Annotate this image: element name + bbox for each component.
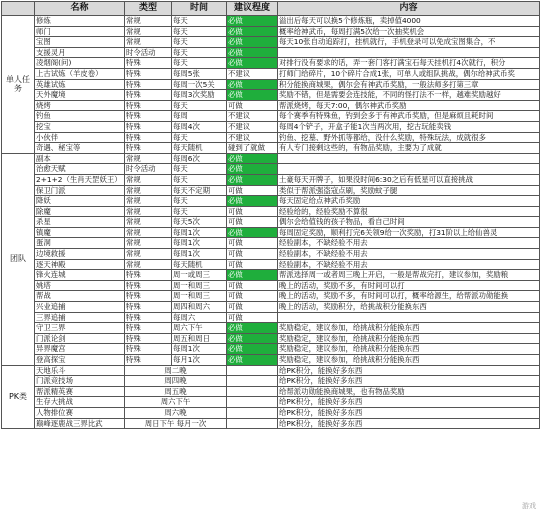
task-content xyxy=(278,47,540,58)
task-name: 凌烟阁(问) xyxy=(35,58,125,69)
task-time: 周六晚 xyxy=(125,407,227,418)
header-time: 时间 xyxy=(172,2,227,16)
task-content: 每周固定奖励，顺利打完6关领9给一次奖励，打31阶以上给仙兽灵 xyxy=(278,227,540,238)
task-level: 必做 xyxy=(227,174,278,185)
task-type: 特殊 xyxy=(125,111,172,122)
task-content: 概率给神武币，每周打满5次给一次抽奖机会 xyxy=(278,26,540,37)
table-row xyxy=(2,90,540,101)
task-content: 奖励稳定，建议参加，给挑战积分能换东西 xyxy=(278,323,540,334)
task-time: 每天 xyxy=(172,164,227,175)
task-content: 帮派选择周一或者周三晚上开启，一般是帮战完打，建议参加，奖励粮 xyxy=(278,270,540,281)
task-time: 周六下午 xyxy=(125,397,227,408)
task-content xyxy=(278,164,540,175)
task-name: 帮派精英赛 xyxy=(35,386,125,397)
task-type: 特殊 xyxy=(125,68,172,79)
task-content: 帮派烧烤，每天7:00，偶尔神武币奖励 xyxy=(278,100,540,111)
task-level: 必做 xyxy=(227,270,278,281)
task-type: 时令活动 xyxy=(125,164,172,175)
task-level: 必做 xyxy=(227,196,278,207)
task-level: 必做 xyxy=(227,344,278,355)
header-name: 名称 xyxy=(35,2,125,16)
table-row xyxy=(2,270,540,281)
task-name: 锋火连城 xyxy=(35,270,125,281)
table-row xyxy=(2,238,540,249)
group-label: 单人任务 xyxy=(2,16,35,154)
task-content: 经验副本，不缺经验不用去 xyxy=(278,259,540,270)
task-level: 可做 xyxy=(227,259,278,270)
task-type: 特殊 xyxy=(125,333,172,344)
task-level: 可做 xyxy=(227,312,278,323)
task-level xyxy=(227,397,278,408)
task-time: 每周4次 xyxy=(172,121,227,132)
task-level: 必做 xyxy=(227,90,278,101)
task-name: 守卫三界 xyxy=(35,323,125,334)
task-level xyxy=(227,386,278,397)
task-name: 兴业追捕 xyxy=(35,302,125,313)
task-type: 常规 xyxy=(125,174,172,185)
task-type: 特殊 xyxy=(125,121,172,132)
task-level: 可做 xyxy=(227,302,278,313)
task-time: 每周六 xyxy=(172,312,227,323)
table-row xyxy=(2,111,540,122)
table-row xyxy=(2,291,540,302)
task-name: 钓鱼 xyxy=(35,111,125,122)
task-name: 杀星 xyxy=(35,217,125,228)
task-name: 2+1+2（生肖天罡妖王） xyxy=(35,174,125,185)
table-row xyxy=(2,206,540,217)
task-name: 保卫门派 xyxy=(35,185,125,196)
table-row xyxy=(2,249,540,260)
task-type: 常规 xyxy=(125,259,172,270)
task-time: 周一和周三 xyxy=(172,291,227,302)
table-row xyxy=(2,132,540,143)
table-row xyxy=(2,100,540,111)
task-content: 每个赛季有特殊鱼，钓到会多于有神武币奖励，但是麻烦且耗时间 xyxy=(278,111,540,122)
task-name: 降妖 xyxy=(35,196,125,207)
task-level: 必做 xyxy=(227,58,278,69)
task-name: 边境救援 xyxy=(35,249,125,260)
task-type: 时令活动 xyxy=(125,47,172,58)
table-row xyxy=(2,196,540,207)
task-time: 每天 xyxy=(172,196,227,207)
table-row xyxy=(2,143,540,154)
task-type: 特殊 xyxy=(125,344,172,355)
task-level: 不建议 xyxy=(227,132,278,143)
task-level: 可做 xyxy=(227,291,278,302)
task-time: 每天5次 xyxy=(172,217,227,228)
task-type: 特殊 xyxy=(125,323,172,334)
task-name: 宝图 xyxy=(35,37,125,48)
task-type: 特殊 xyxy=(125,79,172,90)
task-name: 除魔 xyxy=(35,206,125,217)
task-type: 特殊 xyxy=(125,132,172,143)
task-content: 奖励稳定，建议参加，给挑战积分能换东西 xyxy=(278,333,540,344)
task-level: 可做 xyxy=(227,249,278,260)
task-time: 周二晚 xyxy=(125,365,227,376)
task-name: 天外魔境 xyxy=(35,90,125,101)
task-time: 每周5张 xyxy=(172,68,227,79)
task-name: 帮战 xyxy=(35,291,125,302)
task-table xyxy=(1,1,540,429)
table-row xyxy=(2,47,540,58)
header-row xyxy=(2,2,540,16)
task-name: 英雄试炼 xyxy=(35,79,125,90)
task-content xyxy=(278,153,540,164)
header-type: 类型 xyxy=(125,2,172,16)
table-row xyxy=(2,174,540,185)
task-content: 每天10张自动追踪打，挂机就行，手机登录可以免成宝图集合，不 xyxy=(278,37,540,48)
task-level xyxy=(227,376,278,387)
task-time: 每周1次 xyxy=(172,249,227,260)
table-row xyxy=(2,26,540,37)
task-time: 每天 xyxy=(172,16,227,27)
task-type: 特殊 xyxy=(125,291,172,302)
task-name: 奇遇、秘宝等 xyxy=(35,143,125,154)
watermark: 游戏 xyxy=(522,502,536,510)
task-name: 门派竞技场 xyxy=(35,376,125,387)
task-type: 特殊 xyxy=(125,143,172,154)
group-label: PK类 xyxy=(2,365,35,429)
task-level: 碰到了就做 xyxy=(227,143,278,154)
task-name: 挖宝 xyxy=(35,121,125,132)
table-row xyxy=(2,58,540,69)
task-time: 每周1次 xyxy=(172,227,227,238)
task-type: 特殊 xyxy=(125,280,172,291)
task-time: 周一或周三 xyxy=(172,270,227,281)
task-level xyxy=(227,365,278,376)
task-time: 每天 xyxy=(172,132,227,143)
task-time: 每月1次 xyxy=(172,355,227,366)
task-content: 晚上的活动，奖励不多，有时间可以打 xyxy=(278,280,540,291)
table-row xyxy=(2,355,540,366)
table-row xyxy=(2,164,540,175)
table-row xyxy=(2,333,540,344)
task-level: 可做 xyxy=(227,280,278,291)
task-type: 常规 xyxy=(125,16,172,27)
task-name: 人物排位赛 xyxy=(35,407,125,418)
task-type: 常规 xyxy=(125,196,172,207)
task-time: 每天 xyxy=(172,58,227,69)
task-time: 每天 xyxy=(172,174,227,185)
task-level: 必做 xyxy=(227,323,278,334)
task-time: 周日下午 每月一次 xyxy=(125,418,227,429)
task-level: 必做 xyxy=(227,153,278,164)
task-time: 每天 xyxy=(172,206,227,217)
task-type: 特殊 xyxy=(125,58,172,69)
task-level: 必做 xyxy=(227,355,278,366)
task-name: 三界追捕 xyxy=(35,312,125,323)
header-level: 建议程度 xyxy=(227,2,278,16)
table-row xyxy=(2,217,540,228)
task-type: 特殊 xyxy=(125,302,172,313)
task-content: 钓鱼、挖墓、野外抓等都给，没什么奖励，特殊玩法，成就很多 xyxy=(278,132,540,143)
task-content: 给PK积分，能换好多东西 xyxy=(278,407,540,418)
task-level: 不建议 xyxy=(227,111,278,122)
task-name: 登高探宝 xyxy=(35,355,125,366)
task-content: 给帮派功勋能换商城果，也有物品奖励 xyxy=(278,386,540,397)
task-content: 经验副本，不缺经验不用去 xyxy=(278,238,540,249)
task-level: 必做 xyxy=(227,47,278,58)
task-time: 周六下午 xyxy=(172,323,227,334)
task-level: 不建议 xyxy=(227,121,278,132)
table-row xyxy=(2,121,540,132)
table-row xyxy=(2,397,540,408)
task-content: 晚上的活动，奖励积分，给挑战积分能换东西 xyxy=(278,302,540,313)
task-type: 特殊 xyxy=(125,270,172,281)
task-type: 常规 xyxy=(125,217,172,228)
task-name: 上古试炼（羊皮卷） xyxy=(35,68,125,79)
task-time: 每天 xyxy=(172,47,227,58)
task-type: 常规 xyxy=(125,26,172,37)
task-time: 每天 xyxy=(172,100,227,111)
group-label: 团队 xyxy=(2,153,35,365)
task-name: 治愈天赋 xyxy=(35,164,125,175)
task-name: 烧烤 xyxy=(35,100,125,111)
table-row xyxy=(2,323,540,334)
task-content: 奖励稳定，建议参加，给挑战积分能换东西 xyxy=(278,344,540,355)
task-level: 必做 xyxy=(227,37,278,48)
task-name: 镇魔 xyxy=(35,227,125,238)
task-name: 支援灵月 xyxy=(35,47,125,58)
task-content: 晚上的活动，奖励不多，有时间可以打，概率给源生，给帮派功勋能换 xyxy=(278,291,540,302)
table-row xyxy=(2,344,540,355)
task-type: 特殊 xyxy=(125,100,172,111)
table-row xyxy=(2,79,540,90)
task-level: 可做 xyxy=(227,185,278,196)
table-row xyxy=(2,386,540,397)
task-time: 周五和周日 xyxy=(172,333,227,344)
table-row xyxy=(2,153,540,164)
task-name: 生存大挑战 xyxy=(35,397,125,408)
task-content: 给PK积分，能换好多东西 xyxy=(278,418,540,429)
task-time: 周四晚 xyxy=(125,376,227,387)
task-time: 每周1次 xyxy=(172,344,227,355)
task-time: 每周1次 xyxy=(172,238,227,249)
task-time: 周一和周三 xyxy=(172,280,227,291)
task-level: 必做 xyxy=(227,227,278,238)
task-level xyxy=(227,418,278,429)
table-row xyxy=(2,227,540,238)
task-content: 溢出后每天可以换5个修炼瓶，卖掉值4000 xyxy=(278,16,540,27)
header-content: 内容 xyxy=(278,2,540,16)
task-time: 周四和周六 xyxy=(172,302,227,313)
task-time: 每天 xyxy=(172,37,227,48)
task-type: 常规 xyxy=(125,249,172,260)
task-content: 给PK积分，能换好多东西 xyxy=(278,365,540,376)
task-name: 师门 xyxy=(35,26,125,37)
task-type: 特殊 xyxy=(125,90,172,101)
task-time: 每周6次 xyxy=(172,153,227,164)
task-name: 修炼 xyxy=(35,16,125,27)
task-type: 特殊 xyxy=(125,355,172,366)
task-type: 常规 xyxy=(125,153,172,164)
task-time: 每天 xyxy=(172,26,227,37)
task-content xyxy=(278,312,540,323)
task-level: 必做 xyxy=(227,164,278,175)
task-type: 常规 xyxy=(125,185,172,196)
task-time: 每周 xyxy=(172,111,227,122)
task-name: 小伙伴 xyxy=(35,132,125,143)
table-row xyxy=(2,37,540,48)
task-name: 巅峰逐鹿战三界比武 xyxy=(35,418,125,429)
task-time: 每周一次5关 xyxy=(172,79,227,90)
task-level xyxy=(227,407,278,418)
task-level: 必做 xyxy=(227,333,278,344)
task-time: 每周3次奖励 xyxy=(172,90,227,101)
task-content: 打师门给碎片，10个碎片合成1张，可单人或组队挑战，偶尔给神武币奖 xyxy=(278,68,540,79)
task-time: 周五晚 xyxy=(125,386,227,397)
table-row xyxy=(2,376,540,387)
table-row xyxy=(2,365,540,376)
task-time: 每天随机 xyxy=(172,143,227,154)
task-time: 每天不定期 xyxy=(172,185,227,196)
task-name: 门派论剑 xyxy=(35,333,125,344)
table-row xyxy=(2,185,540,196)
task-content: 给PK积分，能换好多东西 xyxy=(278,376,540,387)
task-content: 类似于帮派强盗寇点刷，奖励蚊子腿 xyxy=(278,185,540,196)
task-level: 必做 xyxy=(227,16,278,27)
task-content: 每天固定给点神武币奖励 xyxy=(278,196,540,207)
task-type: 常规 xyxy=(125,238,172,249)
task-level: 不建议 xyxy=(227,68,278,79)
task-content: 每周4个铲子，开盒子能1次当两次用，挖古玩能卖钱 xyxy=(278,121,540,132)
task-level: 可做 xyxy=(227,206,278,217)
table-row xyxy=(2,302,540,313)
table-row xyxy=(2,259,540,270)
task-name: 逐天神殿 xyxy=(35,259,125,270)
table-row xyxy=(2,312,540,323)
task-level: 必做 xyxy=(227,79,278,90)
task-content: 奖励稳定，建议参加，给挑战积分能换东西 xyxy=(278,355,540,366)
table-row xyxy=(2,418,540,429)
task-content: 土豪每天开牌子，如果没时间6:30之后有低星可以直接挑战 xyxy=(278,174,540,185)
task-type: 常规 xyxy=(125,37,172,48)
table-row xyxy=(2,280,540,291)
task-level: 可做 xyxy=(227,238,278,249)
task-content: 对排行没有要求的话，弄一套门客打满宝石每天挂机打4次就行，积分 xyxy=(278,58,540,69)
task-content: 给PK积分，能换好多东西 xyxy=(278,397,540,408)
task-name: 姚塔 xyxy=(35,280,125,291)
task-level: 必做 xyxy=(227,26,278,37)
task-name: 蛋洞 xyxy=(35,238,125,249)
task-content: 经验副本，不缺经验不用去 xyxy=(278,249,540,260)
task-content: 偶尔会给值钱的孩子物品，看自己时间 xyxy=(278,217,540,228)
task-level: 可做 xyxy=(227,217,278,228)
task-name: 天地乐斗 xyxy=(35,365,125,376)
task-content: 积分能换商城果，偶尔会有神武币奖励，一般法师多打第三章 xyxy=(278,79,540,90)
task-content: 经验给的，经验奖励不算很 xyxy=(278,206,540,217)
task-type: 特殊 xyxy=(125,312,172,323)
table-row xyxy=(2,407,540,418)
header-blank xyxy=(2,2,35,16)
task-type: 常规 xyxy=(125,206,172,217)
table-row xyxy=(2,68,540,79)
table-row xyxy=(2,16,540,27)
task-type: 常规 xyxy=(125,227,172,238)
task-level: 可做 xyxy=(227,100,278,111)
task-name: 副本 xyxy=(35,153,125,164)
task-content: 有人专门接剩这些的，有物品奖励，主要为了成就 xyxy=(278,143,540,154)
task-content: 奖励不错，但是需要会连技能，不同的怪打法不一样，越难奖励越好 xyxy=(278,90,540,101)
task-time: 每天随机 xyxy=(172,259,227,270)
task-name: 异界魔宫 xyxy=(35,344,125,355)
